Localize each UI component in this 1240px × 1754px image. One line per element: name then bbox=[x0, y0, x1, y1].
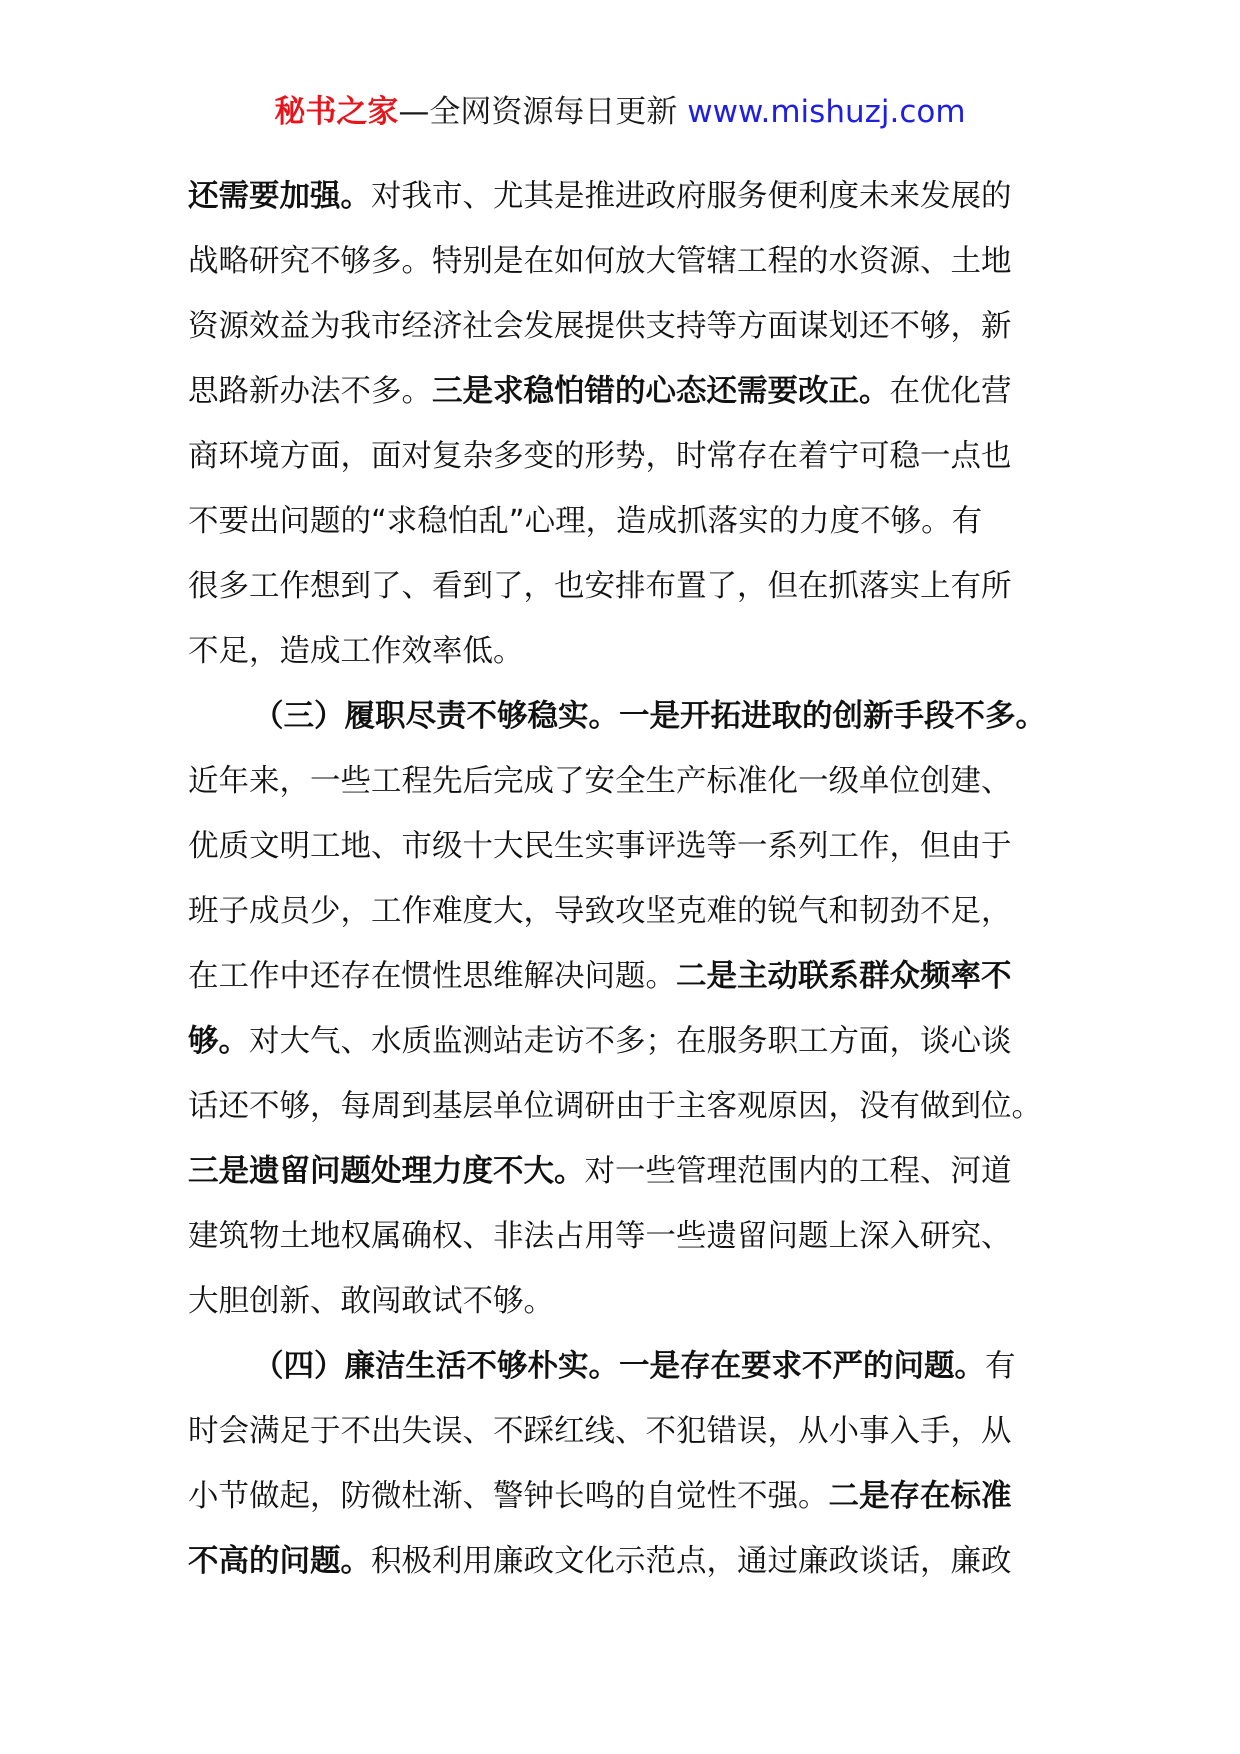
site-url-link[interactable]: www.mishuzj.com bbox=[687, 94, 966, 130]
text-segment: 对一些管理范围内的工程、河道 bbox=[584, 1154, 1012, 1189]
text-segment: 对我市、尤其是推进政府服务便利度未来发展的 bbox=[371, 179, 1012, 214]
text-line bbox=[188, 1204, 1044, 1269]
site-header bbox=[0, 84, 1240, 140]
text-segment: 话还不够，每周到基层单位调研由于主客观原因，没有做到位。 bbox=[188, 1089, 1042, 1124]
text-segment: 建筑物土地权属确权、非法占用等一些遗留问题上深入研究、 bbox=[188, 1219, 1012, 1254]
text-line bbox=[188, 944, 1044, 1009]
text-line bbox=[188, 554, 1044, 619]
text-segment: 优质文明工地、市级十大民生实事评选等一系列工作，但由于 bbox=[188, 829, 1012, 864]
bold-text-segment: 还需要加强。 bbox=[188, 179, 371, 214]
bold-text-segment: 二是主动联系群众频率不 bbox=[676, 959, 1012, 994]
site-slogan: —全网资源每日更新 bbox=[398, 94, 678, 130]
text-line bbox=[188, 1269, 1044, 1334]
text-segment: 时会满足于不出失误、不踩红线、不犯错误，从小事入手，从 bbox=[188, 1414, 1012, 1449]
document-body bbox=[188, 164, 1044, 1594]
text-segment: 思路新办法不多。 bbox=[188, 374, 432, 409]
text-line bbox=[188, 294, 1044, 359]
site-brand: 秘书之家 bbox=[274, 94, 399, 130]
text-segment: 小节做起，防微杜渐、警钟长鸣的自觉性不强。 bbox=[188, 1479, 829, 1514]
text-segment: 积极利用廉政文化示范点，通过廉政谈话，廉政 bbox=[371, 1544, 1012, 1579]
text-line bbox=[188, 489, 1044, 554]
bold-text-segment: 三是求稳怕错的心态还需要改正。 bbox=[432, 374, 890, 409]
text-line bbox=[188, 1074, 1044, 1139]
text-segment: 不要出问题的“求稳怕乱”心理，造成抓落实的力度不够。有 bbox=[188, 504, 983, 539]
text-line bbox=[188, 814, 1044, 879]
text-line bbox=[188, 619, 1044, 684]
text-segment: 在优化营 bbox=[889, 374, 1012, 409]
bold-text-segment: （三）履职尽责不够稳实。一是开拓进取的创新手段不多。 bbox=[253, 699, 1046, 734]
text-line bbox=[188, 879, 1044, 944]
bold-text-segment: （四）廉洁生活不够朴实。一是存在要求不严的问题。 bbox=[253, 1349, 985, 1384]
text-line bbox=[188, 359, 1044, 424]
text-line bbox=[188, 229, 1044, 294]
text-segment: 很多工作想到了、看到了，也安排布置了，但在抓落实上有所 bbox=[188, 569, 1012, 604]
text-line bbox=[188, 424, 1044, 489]
text-line bbox=[188, 684, 1044, 749]
bold-text-segment: 二是存在标准 bbox=[828, 1479, 1012, 1514]
bold-text-segment: 不高的问题。 bbox=[188, 1544, 371, 1579]
bold-text-segment: 够。 bbox=[188, 1024, 249, 1059]
text-segment: 在工作中还存在惯性思维解决问题。 bbox=[188, 959, 676, 994]
text-line bbox=[188, 749, 1044, 814]
text-line bbox=[188, 1399, 1044, 1464]
bold-text-segment: 三是遗留问题处理力度不大。 bbox=[188, 1154, 585, 1189]
text-segment: 战略研究不够多。特别是在如何放大管辖工程的水资源、土地 bbox=[188, 244, 1012, 279]
text-line bbox=[188, 1464, 1044, 1529]
text-line bbox=[188, 164, 1044, 229]
text-line bbox=[188, 1334, 1044, 1399]
text-segment: 有 bbox=[985, 1349, 1016, 1384]
text-line bbox=[188, 1529, 1044, 1594]
text-line bbox=[188, 1009, 1044, 1074]
text-segment: 对大气、水质监测站走访不多；在服务职工方面，谈心谈 bbox=[249, 1024, 1012, 1059]
text-segment: 大胆创新、敢闯敢试不够。 bbox=[188, 1284, 554, 1319]
text-segment: 资源效益为我市经济社会发展提供支持等方面谋划还不够，新 bbox=[188, 309, 1012, 344]
text-segment: 班子成员少，工作难度大，导致攻坚克难的锐气和韧劲不足， bbox=[188, 894, 1012, 929]
text-segment: 近年来，一些工程先后完成了安全生产标准化一级单位创建、 bbox=[188, 764, 1012, 799]
text-line bbox=[188, 1139, 1044, 1204]
text-segment: 商环境方面，面对复杂多变的形势，时常存在着宁可稳一点也 bbox=[188, 439, 1012, 474]
text-segment: 不足，造成工作效率低。 bbox=[188, 634, 524, 669]
